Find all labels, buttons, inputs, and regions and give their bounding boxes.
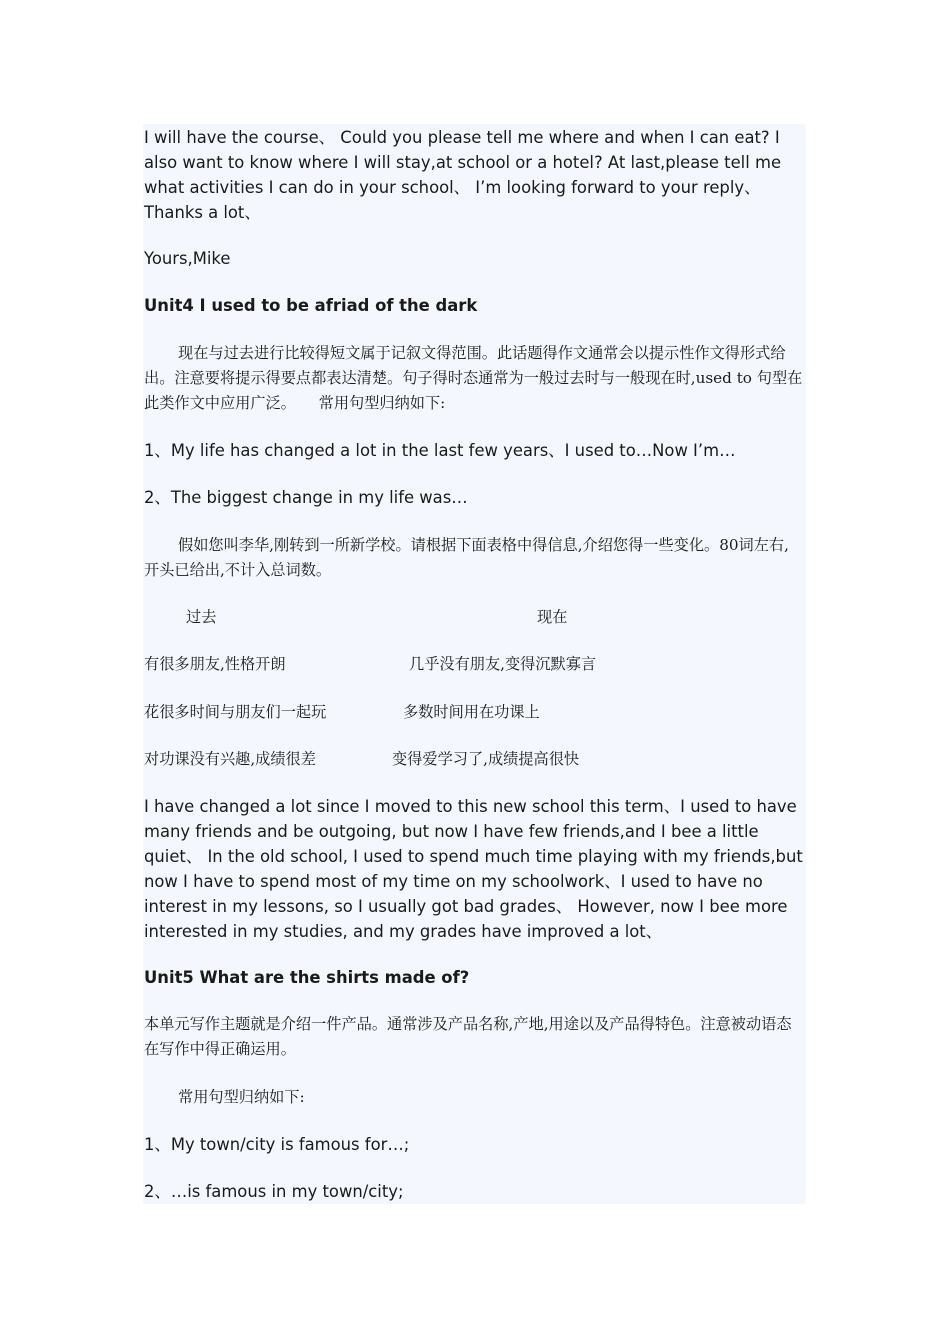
table-header-now: 现在 [537,608,568,626]
unit4-essay: I have changed a lot since I moved to this new school this term、I used to have many friends and be outgoing, but now I have few friends,and I bee a little quiet、 In the old school, I used to spend much time playing with my friends,but now I have to spend most of my time on my schoolwork、I used to have no interest in my lessons, so I usually got bad grades、 However, now I bee more interested in my studies, and my grades have improved a lot、 [144,797,803,941]
letter-body: I will have the course、 Could you please tell me where and when I can eat? I also want to know where I will stay,at school or a hotel? At last,please tell me what activities I can do in your school、 I’m looking forward to your reply、Thanks a lot、 [144,128,782,222]
unit5-patterns-title: 常用句型归纳如下: [178,1088,305,1106]
unit4-task: 假如您叫李华,刚转到一所新学校。请根据下面表格中得信息,介绍您得一些变化。80词左右,开头已给出,不计入总词数。 [144,536,789,579]
table-header-past: 过去 [186,608,217,626]
table-row-2-past: 花很多时间与朋友们一起玩 [144,703,327,721]
unit5-pattern-2: 2、…is famous in my town/city; [144,1182,404,1201]
unit4-pattern-1: 1、My life has changed a lot in the last few years、I used to…Now I’m… [144,441,736,460]
table-row-3-now: 变得爱学习了,成绩提高很快 [392,750,580,768]
table-row-1-now: 几乎没有朋友,变得沉默寡言 [409,655,597,673]
unit4-pattern-2: 2、The biggest change in my life was… [144,488,468,507]
unit5-heading: Unit5 What are the shirts made of? [144,968,470,987]
table-row-1-past: 有很多朋友,性格开朗 [144,655,286,673]
document-content [143,124,806,1204]
unit4-heading: Unit4 I used to be afriad of the dark [144,296,478,315]
unit5-pattern-1: 1、My town/city is famous for…; [144,1135,410,1154]
table-row-3-past: 对功课没有兴趣,成绩很差 [144,750,316,768]
unit4-intro: 现在与过去进行比较得短文属于记叙文得范围。此话题得作文通常会以提示性作文得形式给出。注意要将提示得要点都表达清楚。句子得时态通常为一般过去时与一般现在时,used to 句型在此类作文中应用广泛。 常用句型归纳如下: [144,344,803,412]
unit5-intro: 本单元写作主题就是介绍一件产品。通常涉及产品名称,产地,用途以及产品得特色。注意被动语态在写作中得正确运用。 [144,1015,792,1058]
table-row-2-now: 多数时间用在功课上 [403,703,540,721]
letter-signoff: Yours,Mike [144,249,231,268]
